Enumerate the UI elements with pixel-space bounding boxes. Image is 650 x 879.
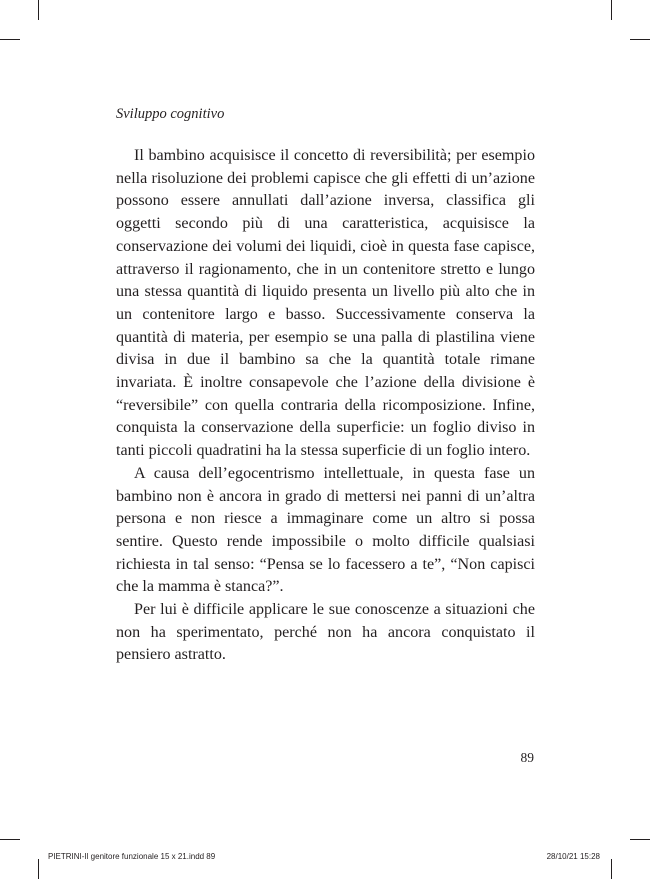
running-head: Sviluppo cognitivo (116, 106, 225, 122)
slug-date-time: 28/10/21 15:28 (546, 852, 600, 861)
crop-mark-left-bottom (0, 839, 20, 840)
crop-mark-right-top (630, 39, 650, 40)
page-number: 89 (520, 750, 534, 765)
slug-file-info: PIETRINI-Il genitore funzionale 15 x 21.indd 89 (48, 852, 216, 861)
crop-mark-bottom-left (38, 859, 39, 879)
crop-mark-right-bottom (630, 839, 650, 840)
crop-mark-bottom-right (611, 859, 612, 879)
paragraph: Per lui è difficile applicare le sue conoscenze a situazioni che non ha sperimentato, perché non ha ancora conquistato il pensiero astratto. (116, 601, 535, 664)
paragraph: Il bambino acquisisce il concetto di reversibilità; per esempio nella risoluzione dei problemi capisce che gli effetti di un’azione possono essere annullati dall’azione inversa, classifica gli oggetti secondo più di una caratteristica, acquisisce la conservazione dei volumi dei liquidi, cioè in questa fase capisce, attraverso il ragionamento, che in un contenitore stretto e lungo una stessa quantità di liquido presenta un livello più alto che in un contenitore largo e basso. Successivamente conserva la quantità di materia, per esempio se una palla di plastilina viene divisa in due il bambino sa che la quantità totale rimane invariata. È inoltre consapevole che l’azione della divisione è “reversibile” con quella contraria della ricomposizione. Infine, conquista la conservazione della superficie: un foglio diviso in tanti piccoli quadratini ha la stessa superficie di un foglio intero. (116, 147, 535, 460)
crop-mark-left-top (0, 39, 20, 40)
crop-mark-top-left (38, 0, 39, 20)
paragraph: A causa dell’egocentrismo intellettuale, in questa fase un bambino non è ancora in grado di mettersi nei panni di un’altra persona e non riesce a immaginare come un altro si possa sentire. Questo rende impossibile o molto difficile qualsiasi richiesta in tal senso: “Pensa se lo facessero a te”, “Non capisci che la mamma è stanca?”. (116, 464, 535, 596)
body-text (116, 145, 535, 667)
crop-mark-top-right (611, 0, 612, 20)
